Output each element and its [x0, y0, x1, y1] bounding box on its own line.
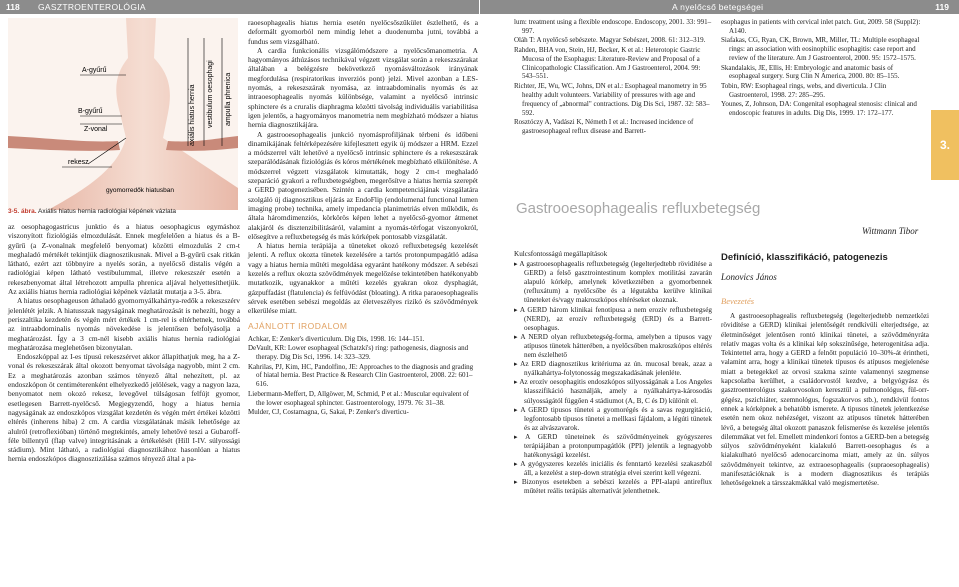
col2-paragraph: A gastrooesophagealis junkció nyomásprofiljának térbeni és időbeni dinamikájának feltérképezésére kifejlesztett egyik új módszer a HRM. Ezzel a módszerrel vált lehetővé a nyelőcső intrinsic sphinctere és a rekeszszárak szeparálódásának fiziológiás és kóros mértékének megbízható elkülönítése. A módszerrel végzett vizsgálatok kimutatták, hogy 2 cm-t meghaladó szeparáció gyakori a refluxbetegségben, megerősítve a hiatus hernia szerepét a GERD patogenezisében. Szintén a cardia kompetenciájának vizsgálatára szolgáló új diagnosztikus eljárás az EndoFlip (endolumenal functional lumen imaging probe) technika, amely impedancia planimetriás elven működik, és általa háromdimenziós, körkörös képen lehet a nyelőcső-gyomor átmenet alakjáról és disztenzibilitásáról, valamint a nyomás-térfogat viszonyokról, elősegítve a refluxbetegség és más kórképek pontosabb vizsgálatát.	[248, 129, 478, 241]
reference-item: Richter, JE, Wu, WC, Johns, DN et al.: Esophageal manometry in 95 healthy adult volunteers. Variability of pressures with age and frequency of „abnormal" contractions. Dig Dis Sci, 1987. 32: 583–592.	[514, 81, 710, 117]
page-header-left	[0, 0, 479, 14]
column-1-body	[8, 222, 240, 464]
hiatus-hernia-diagram	[8, 18, 238, 210]
key-point: ▸ Az ERD diagnosztikus kritériuma az ún. mucosal break, azaz a nyálkahártya-folytonosság megszakadásának jelenléte.	[514, 360, 712, 378]
author-secondary: Lonovics János	[721, 272, 777, 282]
reference-item: Skandalakis, JE, Ellis, H: Embryologic and anatomic basis of esophageal surgery. Surg Clin N America, 2000. 80: 85–155.	[721, 63, 900, 81]
key-point: ▸ A GERD három klinikai fenotípusa a nem erozív refluxbetegség (NERD), az erozív refluxbetegség (ERD) és a Barrett-oesophagus.	[514, 305, 712, 332]
label-axialis: axiális hiatus hernia	[189, 84, 196, 146]
label-a-ring: A-gyűrű	[82, 67, 107, 74]
figure-caption-number: 3-5. ábra.	[8, 208, 37, 215]
reference-item: esophagus in patients with cervical inlet patch. Gut, 2009. 58 (Suppl2): A140.	[721, 18, 921, 35]
reference-item: Liebermann-Meffert, D, Allgöwer, M, Schmid, P et al.: Muscular equivalent of the lower esophageal sphincter. Gastroenterology, 1979. 76: 31–38.	[248, 389, 469, 407]
key-points	[514, 250, 712, 497]
references-heading: AJÁNLOTT IRODALOM	[248, 320, 348, 331]
page-number-right: 119	[935, 2, 949, 12]
reference-item: Achkar, E: Zenker's diverticulum. Dig Dis, 1998. 16: 144–151.	[248, 334, 425, 343]
article-title: Gastrooesophagealis refluxbetegség	[516, 200, 761, 217]
col2-paragraph: raoesophagealis hiatus hernia esetén nyelőcsőszűkület észlelhető, és a deformált gyomorból nem mindig lehet a duodenumba jutni, továbbá a fundus sem vizsgálható.	[248, 18, 478, 46]
reference-item: Rosztóczy A, Vadászi K, Németh I et al.: Increased incidence of gastroesophageal reflux disease and Barrett-	[514, 117, 694, 135]
label-rekesz: rekesz	[68, 159, 89, 166]
column-3-references	[514, 18, 712, 136]
reference-item: Oláh T: A nyelőcső sebészete. Magyar Sebészet, 2008. 61: 312–319.	[514, 36, 706, 45]
author-primary: Wittmann Tibor	[862, 226, 919, 236]
section-title: Definíció, klasszifikáció, patogenezis	[721, 252, 888, 263]
col2-paragraph: A cardia funkcionális vizsgálómódszere a nyelőcsőmanometria. A hagyományos áthúzásos technikával végzett vizsgálat során a rekeszszárakat általában a belégzésre bekövetkező nyomásváltozások irányának megfordulása (respiratorikus inverziós pont) jelzi. Mivel azonban a LES-nyomás, a rekeszszárak nyomása, az intraabdominalis nyomás és az intraoesophagealis nyomás különbsége, valamint a nyelőcső intrinsic sphinctere és a cruralis diaphragma közötti távolság individuális variabilitása igen jelentős, a hagyományos manometria nem megbízható módszer a hiatus hernia diagnosztikájára.	[248, 45, 478, 130]
intro-body	[721, 312, 929, 489]
reference-item: Mulder, CJ, Costamagna, G, Sakai, P: Zenker's diverticu-	[248, 408, 409, 417]
key-points-heading: Kulcsfontosságú megállapítások	[514, 250, 608, 258]
page-header-right	[480, 0, 959, 14]
key-point: ▸ A GERD tüneteinek és szövődményeinek gyógyszeres terápiájában a protonpumpagátlók (PPI) jelentik a legnagyobb hatékonyságú kezelést.	[514, 432, 712, 460]
label-vestibulum: vestibulum oesophagi	[207, 60, 214, 128]
reference-item: Younes, Z, Johnson, DA: Congenital esophageal stenosis: clinical and endoscopic features in adults. Dig Dis, 1999. 17: 172–177.	[721, 100, 917, 118]
label-z-line: Z-vonal	[84, 126, 108, 133]
key-point: ▸ A NERD olyan refluxbetegség-forma, amelyben a tipusos vagy atípusos tünetek hátterében, a nyelőcsőben makroszkópos eltérés nem észlelhető	[514, 332, 712, 360]
col2-paragraph: A hiatus hernia terápiája a tüneteket okozó refluxbetegség kezelését jelenti. A reflux okozta tünetek kezelésére a tartós protonpumpagátló adása vagy a hiatus hernia műtéti megoldása egyaránt hatékony módszer. A sebészi kezelés a reflux okozta szövődmények megelőzése tekintetében hatékonyabb mutatkozik, ugyanakkor a műtéti kezelés gyakran okoz dysphagiát, gázpuffadást (flatulencia) és felfúvódást (bloating). A ritka paraoesophagealis sérvek esetében sebészi megoldás az életveszélyes rizikó és szövődmények elkerülése miatt.	[248, 241, 478, 316]
figure-caption-text: Axiális hiatus hernia radiológiai képének vázlata	[38, 208, 177, 215]
chapter-tab: 3.	[931, 110, 959, 180]
hiatus-hernia-figure	[8, 18, 238, 210]
key-point: ▸ A GERD tipusos tünetei a gyomorégés és a savas regurgitáció, legfontosabb típusos tünetei a mellkasi fájdalom, a légúti tünetek és az alvászavarok.	[514, 405, 712, 432]
label-gyomorredok: gyomorredők hiatusban	[106, 187, 174, 194]
key-point: ▸ A gastrooesophagealis refluxbetegség (legelterjedtebb rövidítése a GERD) a felső gasztrointestinum komplex motilitási zavarán alapuló kórkép, amelynek következtében a gyomorbennek (refluxátum) a nyelőcsőbe és a légutakba kerülve klinikai tüneteket és/vagy makroszkópos eltéréseket okoznak.	[514, 260, 712, 305]
col1-paragraph: A hiatus oesophageuson áthaladó gyomornyálkahártya-redők a rekeszszérv jelenlétét jelzik. A hiatusszak nagyságának meghatározását is nehezíti, hogy a periszaltika kezdetén és végén mért értékek 1 cm-rel is eltérhetnek, továbbá az intraabdominalis nyomás növekedése is jelentősen befolyásolja a meghatározást. Így a 3 cm-nél kisebb axiális hiatus hernia radiológiai meghatározása meglehetősen bizonytalan.	[8, 296, 240, 352]
column-4-references	[721, 18, 921, 118]
key-point: ▸ Bizonyos esetekben a sebészi kezelés a PPI-alapú antireflux műtétet reális terápiás alternatívát jelenthetnek.	[514, 478, 713, 496]
label-ampulla: ampulla phrenica	[225, 72, 232, 126]
running-title-left: GASZTROENTEROLÓGIA	[38, 2, 146, 12]
key-point: ▸ Az erozív oesophagitis endoszkópos súlyosságának a Los Angeles klasszifikáció használják, amely a nyálkahártya-károsodás súlyosságától függően 4 stádiumot (A, B, C és D) különít el.	[514, 378, 712, 405]
reference-item: Kahrilas, PJ, Kim, HC, Pandolfino, JE: Approaches to the diagnosis and grading of hiatal hernia. Best Practice & Research Clin Gastroenterol, 2008. 22: 601–616.	[248, 362, 474, 389]
figure-caption	[8, 208, 240, 216]
page-number-left: 118	[6, 2, 20, 12]
reference-item: lum: treatment using a flexible endoscope. Endoscopy, 2001. 33: 991–997.	[514, 18, 712, 35]
col1-paragraph: Endoszkóppal az I-es típusú rekeszsérvet akkor állapíthatjuk meg, ha a Z-vonal és rekeszszárak által okozott benyomat távolsága nagyobb, mint 2 cm. Ez a meghatározás azonban számos tényező által nehezített, pl. az endoszkópon öt centiméterenként elhelyezkedő jelölések, vagy a nagyon laza, benyomatot nem okozó rekesz, levegővel túlságosan felfújt gyomor, esetlegesen Barrett-nyelőcső. Megjegyzendő, hogy a hiatus hernia nagyságának az endoszkópos vizsgálat kezdetén és végén mért értékei közötti eltérés (inherens hiba) 2 cm. A cardia vizsgálatának másik lehetősége az alulról (retroflexióban) történő megtekintés, amely lehetővé teszi a Gubaroff-féle billentyű (flap valve) integritásának a értékelését (Hill I-IV. súlyossági stádium). Mint látható, a radiológiai diagnosztikához hasonlóan a hiatus hernia endoszkópos diagnosztizálása számos tényező által a pa-	[8, 352, 240, 464]
intro-heading: Bevezetés	[721, 296, 755, 306]
label-b-ring: B-gyűrű	[78, 108, 103, 115]
intro-paragraph: A gastrooesophagealis refluxbetegség (legelterjedtebb nemzetközi rövidítése a GERD) klinikai jelentőségét rendkívüli elterjedtsége, az életminőséget jelentősen rontó klinikai tünetei, a szövődményráta relatív magas volta és a klinikai kép sokszínűsége, heterogenitása adja. Tekintettel arra, hogy a GERD a felnőtt populáció 10–30%-át érintheti, valamint arra, hogy a klinikai tünetek típusos és atípusos megjelenése miatt a betegekkel az orvosi szakma szinte valamennyi szegmense kapcsolatba kerülhet, a családorvostól kezdve, a belgyógyász és gasztroenterológus szakorvosokon keresztül a pulmonológus, fül-orr-gégész, pszichiáter, szemnológus, fogszakorvos stb.), rendkívül fontos ennek a kórképnek a behatóbb ismerete. A tipusos tünetek jelentkezése esetén nem okoz nehézséget, viszont az atípusos tünetek hátterében lévő, a betegség által okozott panaszok felismerése és kezelése jelentős dilemmákat vet fel. Emellett mindenkorí fontos a GERD-ben a betegség súlyos szövődményeként kialakuló Barrett-oesophagus és a kialakulható nyelőcső adenocarcinoma miatt, amely az ún. súlyos szövődményeit tekintve, az extraoesophagealis (supraoesophagealis) manifesztációknak is a modern diagnosztikus és terápiás lehetőségeknek a társszakmákkal való megismertetése.	[721, 312, 929, 488]
reference-item: Rahden, BHA von, Stein, HJ, Becker, K et al.: Heterotopic Gastric Mucosa of the Esophagus: Literature-Review and Proposal of a Clinicopathologic Classification. Am J Gastroenterol, 2004. 99: 543–551.	[514, 45, 701, 81]
column-2-body	[248, 18, 478, 417]
col1-paragraph: az oesophagogastricus junktio és a hiatus oesophagicus egymáshoz viszonyított fiziológiás elmozdulását. Ennek megfelelően a hiatus és a B-gyűrű (a Z-vonalnak megfelelő benyomat) közötti elmozdulás 2 cm-t meghaladó mértékét tekintjük diagnosztikusnak. Mivel a B-gyűrű csak ritkán látható, ezért azt többnyire a nyelés során, a nyelőcső distalis végén a radiológiai képen látható vestibulummal, illetve rekeszszér esetén a rekeszbenyomat által létrehozott ampulla phrenica aljával helyettesíthetjük. Az axiális hiatus hernia radiológiai képének vázlatát mutatja a 3-5. ábra.	[8, 222, 240, 297]
reference-item: Tobin, RW: Esophageal rings, webs, and diverticula. J Clin Gastroenterol, 1998. 27: 285–295.	[721, 81, 887, 99]
reference-item: DeVault, KR: Lower esophageal (Schatzki's) ring: pathogenesis, diagnosis and therapy. Dig Dis Sci, 1996. 14: 323–329.	[248, 344, 469, 362]
reference-item: Siafakas, CG, Ryan, CK, Brown, MR, Miller, TL: Multiple esophageal rings: an association with eosinophilic esophagitis: case report and review of the literature. Am J Gastroenterol, 2000. 95: 1572–1575.	[721, 36, 920, 63]
references-list	[248, 335, 478, 417]
running-title-right: A nyelőcső betegségei	[672, 2, 764, 12]
key-point: ▸ A gyógyszeres kezelés iniciális és fenntartó kezelési szakaszból áll, a kezelést a step-down stratégia elvei szerint kell végezni.	[514, 460, 712, 478]
